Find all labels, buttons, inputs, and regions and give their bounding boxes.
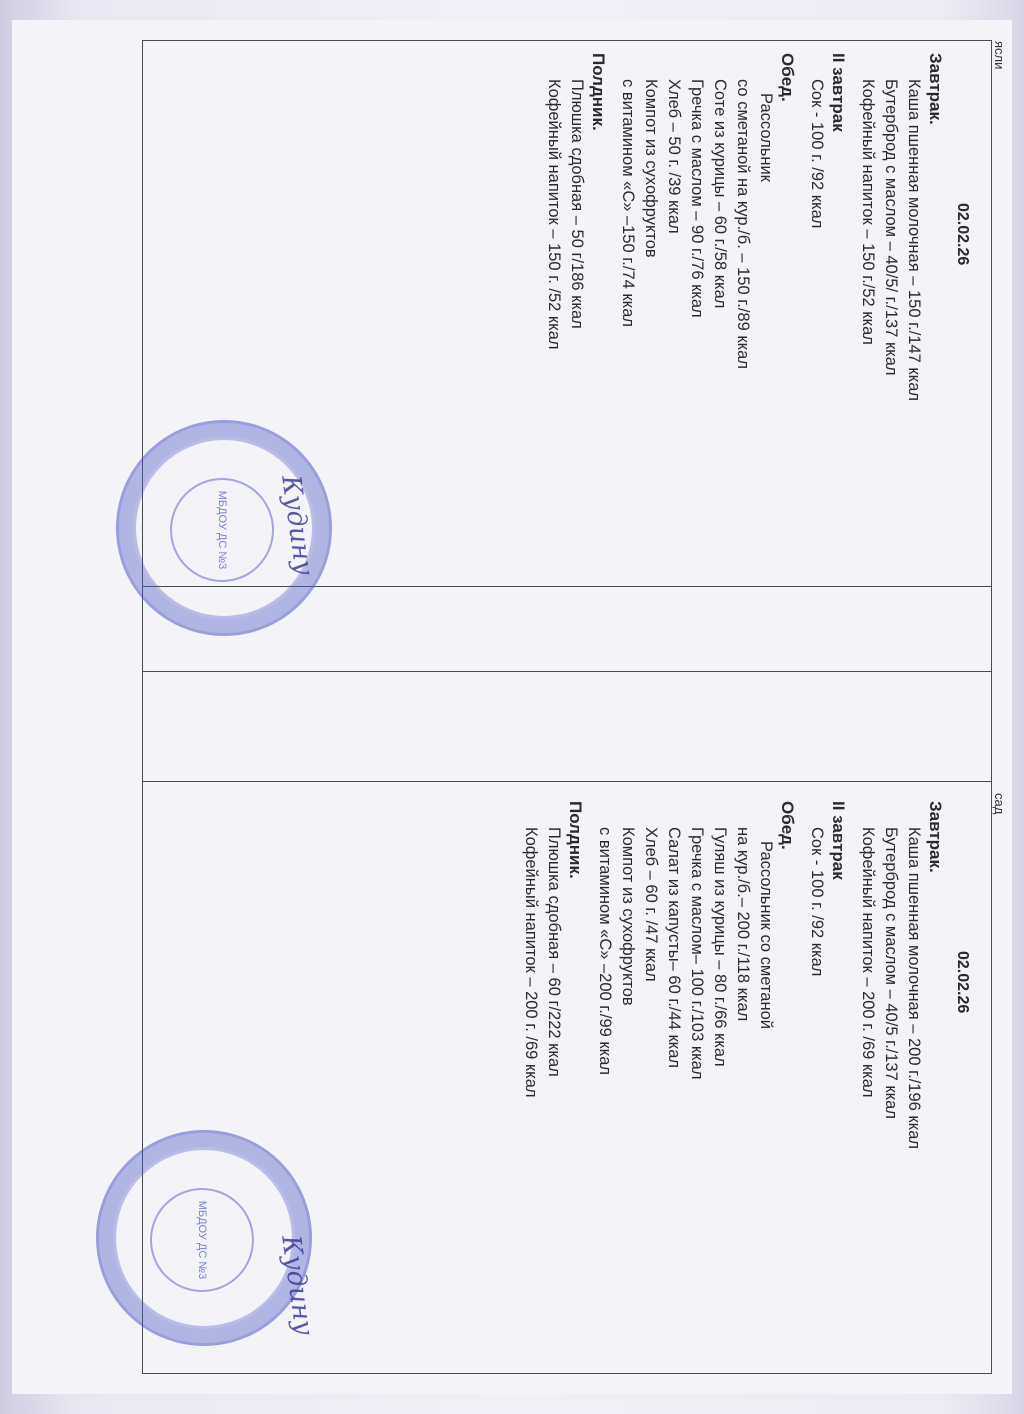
menu-item: Компот из сухофруктов — [619, 827, 637, 1006]
meal-title: Обед. — [778, 801, 797, 850]
meal-title: Полдник. — [589, 53, 608, 131]
column-divider — [143, 671, 991, 672]
meal-title: Завтрак. — [926, 53, 945, 125]
menu-item: Плюшка сдобная – 60 г/222 ккал — [545, 827, 563, 1077]
meal-title: II завтрак — [829, 53, 848, 132]
menu-item: Кофейный напиток – 200 г. /69 ккал — [859, 827, 877, 1098]
menu-item: с витамином «С» –150 г./74 ккал — [619, 79, 637, 327]
menu-item: Кофейный напиток – 150 г. /52 ккал — [545, 79, 563, 350]
menu-item: Каша пшенная молочная – 150 г./147 ккал — [905, 79, 923, 402]
menu-item: Рассольник со сметаной — [757, 841, 775, 1029]
menu-item: с витамином «С» –200 г./99 ккал — [596, 827, 614, 1075]
menu-item: Соте из курицы – 60 г./58 ккал — [711, 79, 729, 309]
menu-item: на кур./б.– 200 г./118 ккал — [734, 827, 752, 1022]
menu-item: Хлеб – 60 г. /47 ккал — [642, 827, 660, 982]
menu-date: 02.02.26 — [954, 203, 971, 266]
menu-item: Хлеб – 50 г. /39 ккал — [665, 79, 683, 234]
menu-item: со сметаной на кур./б. – 150 г./89 ккал — [734, 79, 752, 369]
nursery-menu — [542, 53, 971, 573]
menu-item: Кофейный напиток – 200 г. /69 ккал — [522, 827, 540, 1098]
meal-title: Обед. — [778, 53, 797, 102]
stamp-text: МБДОУ ДС №3 — [150, 1188, 254, 1292]
menu-item: Компот из сухофруктов — [642, 79, 660, 258]
menu-item: Сок - 100 г. /92 ккал — [808, 79, 826, 229]
menu-item: Салат из капусты– 60 г./44 ккал — [665, 827, 683, 1069]
meal-title: II завтрак — [829, 801, 848, 880]
menu-item: Каша пшенная молочная – 200 г./196 ккал — [905, 827, 923, 1150]
menu-date: 02.02.26 — [954, 951, 971, 1014]
menu-sheet — [12, 20, 1012, 1394]
menu-item: Рассольник — [757, 93, 775, 182]
menu-item: Гречка с маслом– 100 г./103 ккал — [688, 827, 706, 1080]
nursery-header: ясли — [992, 41, 1007, 70]
signature: Кудину — [275, 1233, 319, 1338]
meal-title: Полдник. — [566, 801, 585, 879]
stamp-text: МБДОУ ДС №3 — [170, 478, 274, 582]
menu-item: Бутерброд с маслом – 40/5 г./137 ккал — [882, 827, 900, 1119]
menu-item: Сок - 100 г. /92 ккал — [808, 827, 826, 977]
menu-item: Бутерброд с маслом – 40/5/ г./137 ккал — [882, 79, 900, 376]
signature: Кудину — [275, 473, 319, 578]
menu-item: Гречка с маслом – 90 г./76 ккал — [688, 79, 706, 318]
menu-item: Кофейный напиток – 150 г./52 ккал — [859, 79, 877, 345]
kindergarten-header: сад — [992, 793, 1007, 815]
column-divider — [143, 781, 991, 782]
meal-title: Завтрак. — [926, 801, 945, 873]
kindergarten-menu — [519, 801, 971, 1321]
menu-item: Плюшка сдобная – 50 г/186 ккал — [568, 79, 586, 329]
menu-item: Гуляш из курицы – 80 г./66 ккал — [711, 827, 729, 1067]
